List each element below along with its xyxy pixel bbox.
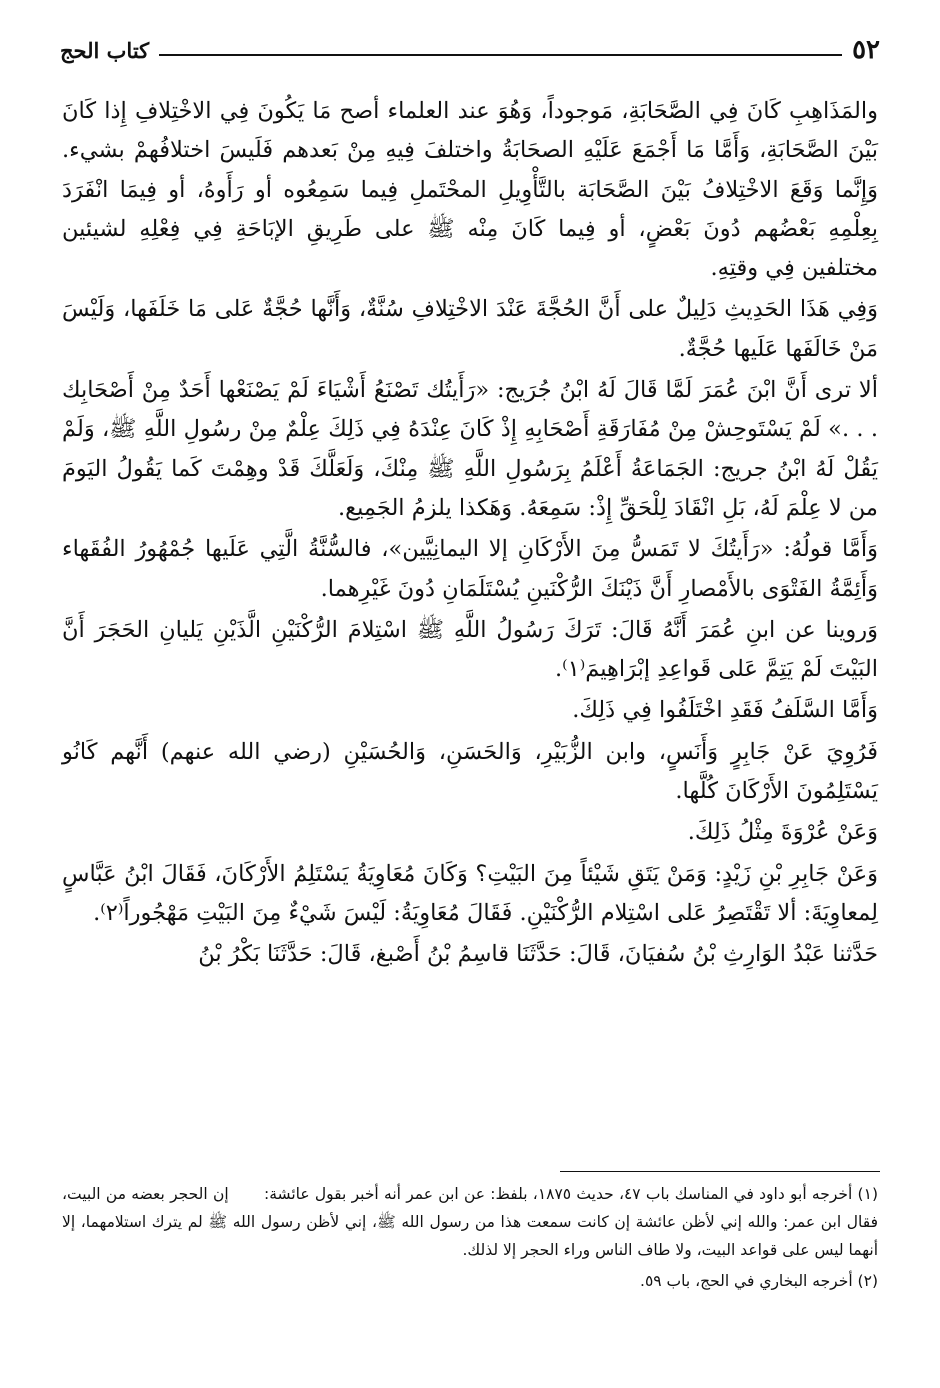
book-title: كتاب الحج — [60, 37, 150, 63]
page-number: ٥٢ — [852, 35, 880, 65]
paragraph: فَرُوِيَ عَنْ جَابِرٍ وَأَنَسٍ، وابن الزُّبَيْرِ، وَالحَسَنِ، وَالحُسَيْنِ (رضي الله عنهم) أَنَّهم كَانُو يَسْتَلِمُونَ الأَرْكَانَ كُلَّها. — [62, 738, 878, 805]
main-text — [62, 92, 878, 977]
paragraph: وَأَمَّا السَّلَفُ فَقَدِ اخْتَلَفُوا فِي ذَلِكَ. — [572, 697, 878, 724]
footnotes — [62, 1180, 878, 1298]
footnote-2: (٢) أخرجه البخاري في الحج، باب ٥٩. — [640, 1272, 878, 1290]
paragraph: وَفِي هَذَا الحَدِيثِ دَلِيلٌ على أَنَّ الحُجَّةَ عَنْدَ الاخْتِلافِ سُنَّةٌ، وَأَنَّها حُجَّةٌ عَلى مَا خَلَفَها، وَلَيْسَ مَنْ خَالَفَها عَلَيها حُجَّةٌ. — [62, 296, 878, 362]
paragraph: وَعَنْ جَابِرِ بْنِ زَيْدٍ: وَمَنْ يَتَقِ شَيْئاً مِنَ البَيْتِ؟ وَكَانَ مُعَاوِيَةُ يَسْتَلِمُ الأَرْكَانَ، فَقَالَ ابْنُ عَبَّاسٍ لِمعاوِيَةَ: ألا تَقْتَصِرُ عَلى اسْتِلام الرُّكْنَيْنِ. فَقَالَ مُعَاوِيَةُ: لَيْسَ شَيْءٌ مِنَ البَيْتِ مَهْجُوراً⁽٢⁾. — [62, 860, 878, 926]
paragraph: وَعَنْ عُرْوَةَ مِثْلُ ذَلِكَ. — [687, 819, 878, 846]
page-header — [60, 30, 880, 70]
paragraph: والمَذَاهِبِ كَانَ فِي الصَّحَابَةِ، مَوجوداً، وَهُوَ عند العلماء أصح مَا يَكُونَ فِي الاخْتِلافِ إِذا كَانَ بَيْنَ الصَّحَابَةِ، وَأَمَّا مَا أَجْمَعَ عَلَيْهِ الصحَابَةُ واختلفَ فِيهِ مِنْ بَعدهم فَلَيسَ اختلافُهمْ بشيء. وَإِنَّما وَقَعَ الاخْتِلافُ بَيْنَ الصَّحَابَة بالتَّأْوِيلِ المحْتَملِ فِيما سَمِعُوه أو رَأَوهُ، أو فِيمَا انْفَرَدَ بِعِلْمِهِ بَعْضُهم دُونَ بَعْضٍ، أو فِيما كَانَ مِنْه ﷺ على طَرِيقِ الإبَاحَةِ فِي فِعْلِهِ لشيئين مختلفين فِي وقتِهِ. — [62, 98, 878, 282]
paragraph: وَأَمَّا قولُهُ: «رَأَيتُكَ لا تَمَسُّ مِنَ الأَرْكَانِ إلا اليمانِيَّين»، فالسُّنَّةُ الَّتِي عَلَيها جُمْهُورُ الفُقَهاء وَأَئِمَّةُ الفَتْوَى بالأَمْصارِ أَنَّ ذَيْنَكَ الرُّكْنَينِ يُسْتَلَمَانِ دُونَ غَيْرِهما. — [62, 536, 878, 602]
footnote-1-first-line: (١) أخرجه أبو داود في المناسك باب ٤٧، حديث ١٨٧٥، بلفظ: عن ابن عمر أنه أخبر بقول عائشة: — [263, 1185, 878, 1203]
footnote-separator — [560, 1171, 880, 1172]
paragraph: حَدَّثنا عَبْدُ الوَارِثِ بْنُ سُفيَانَ، قَالَ: حَدَّثَنَا قاسِمُ بْنُ أَصْبغ، قَالَ: حَدَّثَنَا بَكْرُ بْنُ — [198, 941, 878, 968]
header-rule — [159, 54, 842, 56]
footnote-1-continuation: إن الحجر بعضه من البيت، فقال ابن عمر: والله إني لأظن عائشة إن كانت سمعت هذا من رسول الله ﷺ، إني لأظن رسول الله ﷺ لم يترك استلامهما، إلا أنهما ليس على قواعد البيت، ولا طاف الناس وراء الحجر إلا لذلك. — [62, 1185, 878, 1259]
paragraph: ألا ترى أَنَّ ابْنَ عُمَرَ لَمَّا قَالَ لَهُ ابْنُ جُرَيج: «رَأَيتُك تَصْنَعُ أَشْيَاءَ لَمْ يَصْنَعْها أَحَدٌ مِنْ أَصْحَابِك . . .» لَمْ يَسْتَوحِشْ مِنْ مُفَارَقَةِ أَصْحَابِهِ إِذْ كَانَ عِنْدَهُ فِي ذَلِكَ عِلْمٌ مِنْ رسُولِ اللَّهِ ﷺ، وَلَمْ يَقُلْ لَهُ ابْنُ جريج: الجَمَاعَةُ أَعْلَمُ بِرَسُولِ اللَّهِ ﷺ مِنْكَ، وَلَعَلَّكَ قَدْ وهِمْتَ كَما يَقُولُ اليَومَ من لا عِلْمَ لَهُ، بَلِ انْقَادَ لِلْحَقِّ إِذْ: سَمِعَهُ. وَهَكذا يلزمُ الجَمِيع. — [62, 377, 878, 521]
paragraph: وَروينا عن ابنِ عُمَرَ أَنَّهُ قَالَ: تَرَكَ رَسُولُ اللَّهِ ﷺ اسْتِلامَ الرُّكْنَيْنِ الَّذَيْنِ يَليانِ الحَجَرَ أَنَّ البَيْتَ لَمْ يَتِمَّ عَلى قَواعِدِ إبْرَاهِيمَ⁽١⁾. — [62, 616, 878, 683]
footnote-1 — [62, 1180, 878, 1264]
